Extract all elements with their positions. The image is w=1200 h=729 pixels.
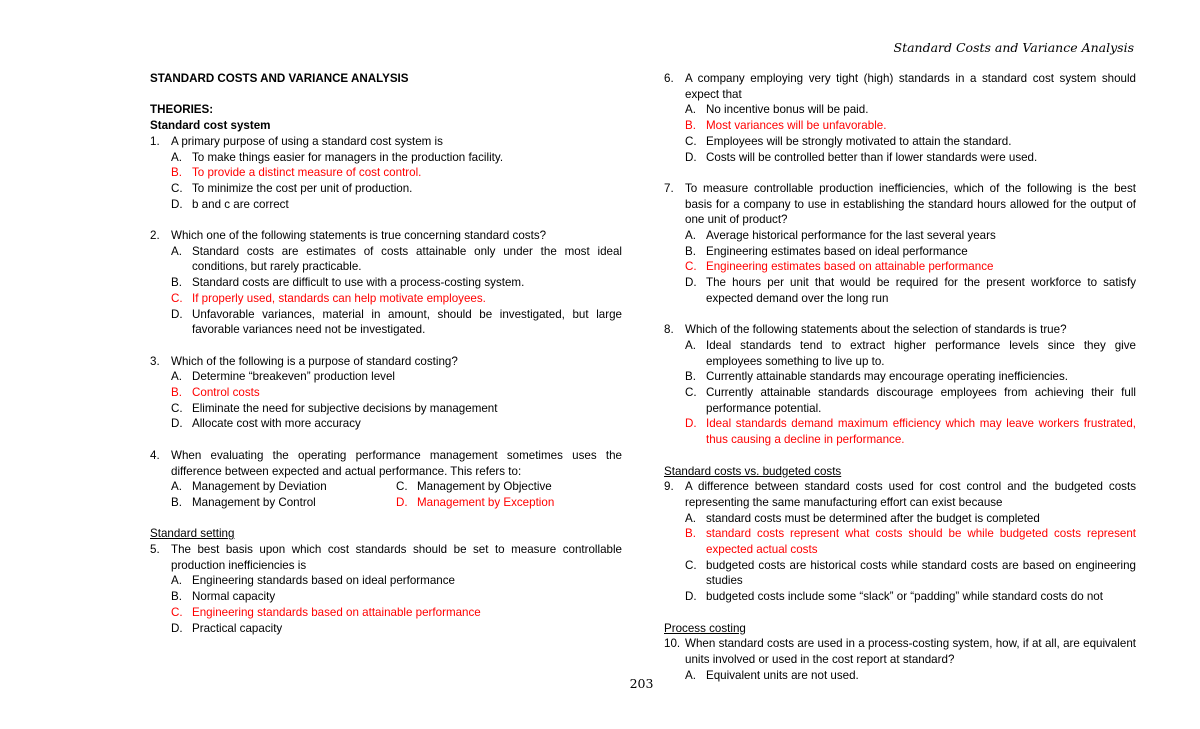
option-d-answer [685,416,1136,447]
option-b-answer [171,385,622,401]
options-row-1 [171,479,622,495]
option-text: Management by Deviation [192,480,327,494]
option-b [171,275,622,291]
option-letter: B. [171,386,182,400]
question-number: 5. [150,543,160,557]
option-letter: B. [171,590,182,604]
option-d [685,275,1136,306]
document-title: STANDARD COSTS AND VARIANCE ANALYSIS [150,72,409,85]
option-c [685,558,1136,589]
option-c-answer [171,291,622,307]
question-number: 1. [150,134,160,148]
option-text: Ideal standards demand maximum efficiency which may leave workers frustrated, thus causing a decline in performance. [706,417,1136,447]
right-column [664,71,1136,683]
option-text: Most variances will be unfavorable. [706,119,887,133]
option-a [685,338,1136,369]
section-heading-standard-vs-budgeted: Standard costs vs. budgeted costs [664,464,842,478]
option-b-answer [171,165,622,181]
option-text: To provide a distinct measure of cost control. [192,166,422,180]
option-letter: A. [171,370,182,384]
option-d [171,621,622,637]
option-text: Management by Control [192,495,316,509]
option-letter: C. [171,291,183,305]
question-5 [150,542,622,636]
option-text: Average historical performance for the last several years [706,229,996,243]
option-b [685,244,1136,260]
option-letter: C. [685,558,697,572]
question-number: 6. [664,72,674,85]
option-letter: D. [685,150,697,164]
section-heading-standard-cost-system: Standard cost system [150,119,271,133]
option-letter: D. [685,590,697,604]
option-c [171,401,622,417]
option-b [171,495,396,511]
option-letter: A. [685,338,696,352]
question-text: To measure controllable production inefficiencies, which of the following is the best basis for a company to use in establishing the standard hours allowed for the output of one unit of product? [685,181,1136,227]
option-letter: C. [171,605,183,619]
section-heading-process-costing: Process costing [664,621,746,635]
option-text: Equivalent units are not used. [706,668,859,682]
option-d [171,416,622,432]
option-b [685,369,1136,385]
option-letter: C. [171,181,183,195]
option-c-answer [171,605,622,621]
option-text: Practical capacity [192,621,283,635]
option-letter: A. [171,480,182,494]
option-text: To make things easier for managers in the production facility. [192,150,504,164]
question-text: When standard costs are used in a process-costing system, how, if at all, are equivalent units involved or used in the cost report at standard? [685,637,1136,666]
running-header: Standard Costs and Variance Analysis [893,40,1134,55]
option-text: budgeted costs include some “slack” or “padding” while standard costs do not [706,590,1103,604]
question-7 [664,181,1136,307]
question-8 [664,322,1136,448]
option-text: Costs will be controlled better than if lower standards were used. [706,150,1038,164]
left-column [150,71,622,636]
option-letter: D. [171,197,183,211]
option-text: Control costs [192,386,260,400]
option-d [685,589,1136,605]
option-letter: B. [171,276,182,290]
option-letter: A. [171,244,182,258]
option-letter: D. [171,307,183,321]
question-1 [150,134,622,213]
option-letter: B. [171,495,182,509]
option-text: standard costs represent what costs should be while budgeted costs represent expected actual costs [706,527,1136,557]
option-letter: B. [685,370,696,384]
section-heading-standard-setting: Standard setting [150,527,235,541]
option-c [396,479,621,495]
option-letter: C. [685,260,697,274]
option-text: Engineering standards based on attainable performance [192,605,481,619]
option-text: b and c are correct [192,197,289,211]
option-text: Management by Exception [417,495,555,509]
option-c-answer [685,259,1136,275]
option-letter: C. [685,386,697,400]
option-text: Allocate cost with more accuracy [192,417,361,431]
option-a [171,244,622,275]
option-text: Determine “breakeven” production level [192,370,395,384]
option-letter: D. [171,621,183,635]
option-letter: A. [171,150,182,164]
option-a [171,479,396,495]
question-3 [150,354,622,433]
option-text: No incentive bonus will be paid. [706,103,869,117]
question-6 [664,71,1136,165]
question-text: Which of the following is a purpose of standard costing? [171,354,458,368]
theories-heading: THEORIES: [150,103,214,117]
option-b [171,589,622,605]
option-letter: B. [171,166,182,180]
option-text: Unfavorable variances, material in amount, should be investigated, but large favorable variances need not be investigated. [192,307,622,337]
option-a [685,102,1136,118]
option-text: To minimize the cost per unit of production. [192,181,413,195]
option-a [685,511,1136,527]
question-number: 4. [150,448,160,462]
option-letter: D. [396,495,408,509]
question-text: Which one of the following statements is true concerning standard costs? [171,229,547,242]
option-letter: A. [685,668,696,682]
option-text: Management by Objective [417,480,552,494]
option-a [685,228,1136,244]
option-text: The hours per unit that would be required for the present workforce to satisfy expected demand over the long run [706,276,1136,305]
option-a [171,573,622,589]
option-text: Eliminate the need for subjective decisions by management [192,401,498,415]
option-text: Standard costs are estimates of costs attainable only under the most ideal conditions, but rarely practicable. [192,244,622,274]
option-letter: A. [685,229,696,243]
option-text: Normal capacity [192,590,276,604]
page-number: 203 [629,676,654,691]
option-a [171,150,622,166]
question-2 [150,228,622,338]
option-letter: A. [685,511,696,525]
question-text: Which of the following statements about the selection of standards is true? [685,323,1067,337]
option-text: Currently attainable standards discourage employees from achieving their full performance potential. [706,386,1136,415]
option-text: standard costs must be determined after the budget is completed [706,511,1040,525]
question-text: A company employing very tight (high) standards in a standard cost system should expect that [685,72,1136,101]
option-b-answer [685,118,1136,134]
option-text: Engineering estimates based on attainable performance [706,260,994,274]
option-c [685,385,1136,416]
question-number: 8. [664,323,674,337]
option-text: budgeted costs are historical costs while standard costs are based on engineering studies [706,558,1136,588]
option-text: Standard costs are difficult to use with a process-costing system. [192,276,525,290]
option-text: If properly used, standards can help motivate employees. [192,291,486,305]
question-number: 9. [664,480,674,494]
option-d [171,307,622,338]
option-letter: A. [171,574,182,588]
option-text: Engineering estimates based on ideal performance [706,244,968,258]
option-text: Engineering standards based on ideal performance [192,574,455,588]
option-text: Employees will be strongly motivated to attain the standard. [706,134,1012,148]
option-text: Ideal standards tend to extract higher performance levels since they give employees something to live up to. [706,338,1136,368]
options-row-2 [171,495,622,511]
option-d [685,150,1136,166]
option-letter: D. [171,417,183,431]
option-letter: D. [685,417,697,431]
option-c [685,134,1136,150]
option-letter: C. [396,480,408,494]
option-text: Currently attainable standards may encourage operating inefficiencies. [706,370,1068,384]
option-letter: C. [685,134,697,148]
option-c [171,181,622,197]
option-letter: A. [685,103,696,117]
question-9 [664,479,1136,605]
question-text: When evaluating the operating performance management sometimes uses the difference between expected and actual performance. This refers to: [171,448,622,478]
question-4 [150,448,622,511]
option-d [171,197,622,213]
option-letter: B. [685,244,696,258]
question-text: A difference between standard costs used for cost control and the budgeted costs representing the same manufacturing effort can exist because [685,480,1136,509]
question-number: 2. [150,229,160,242]
option-d-answer [396,495,621,511]
option-letter: C. [171,401,183,415]
question-text: The best basis upon which cost standards should be set to measure controllable production inefficiencies is [171,543,622,572]
option-a [171,369,622,385]
question-number: 7. [664,181,674,195]
question-number: 3. [150,354,160,368]
question-number: 10. [664,637,681,651]
option-letter: B. [685,527,696,541]
option-letter: B. [685,119,696,133]
option-letter: D. [685,276,697,290]
question-text: A primary purpose of using a standard cost system is [171,134,443,148]
option-b-answer [685,526,1136,557]
